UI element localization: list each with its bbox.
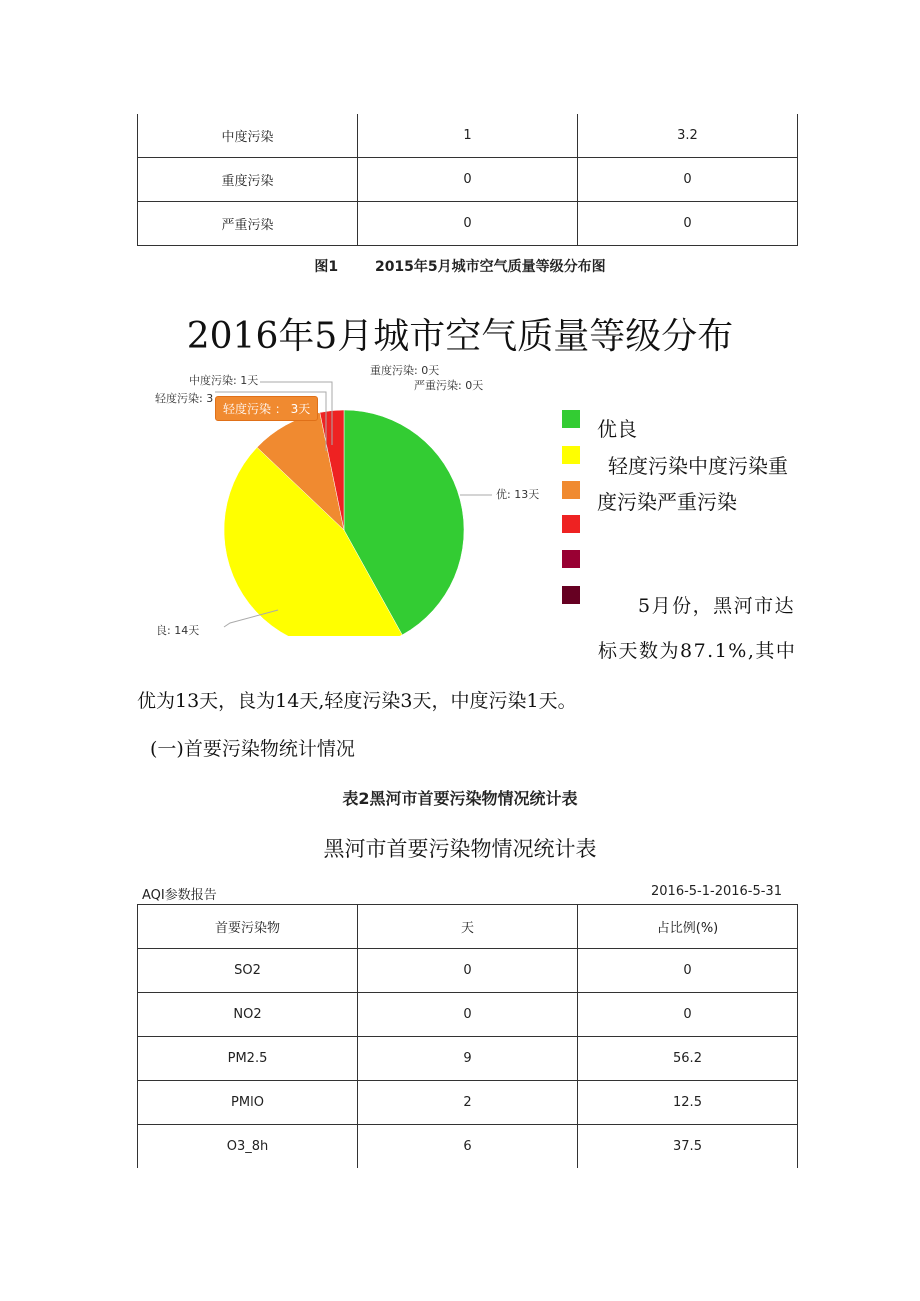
legend-swatch	[562, 410, 580, 428]
table-row	[138, 993, 798, 1037]
figure-caption	[0, 256, 920, 276]
table-cell: 0	[358, 158, 578, 202]
table-cell: 严重污染	[138, 202, 358, 246]
table-cell: 0	[578, 158, 798, 202]
paragraph-line: 5月份，黑河市达	[638, 595, 796, 617]
table-cell: 0	[578, 202, 798, 246]
column-header: 占比例(%)	[578, 905, 798, 949]
data-label-light: 轻度污染: 3	[155, 392, 213, 405]
table-row	[138, 1125, 798, 1169]
legend-text: 轻度污染中度污染重	[608, 454, 788, 478]
table-cell: 6	[358, 1125, 578, 1169]
paragraph-line: 优为13天，良为14天,轻度污染3天，中度污染1天。	[137, 690, 577, 712]
legend-text: 度污染严重污染	[597, 490, 737, 514]
paragraph-line: 标天数为87.1%,其中	[598, 640, 797, 662]
table-cell: 0	[358, 993, 578, 1037]
table-cell: NO2	[138, 993, 358, 1037]
legend-swatch	[562, 515, 580, 533]
table-cell: 重度污染	[138, 158, 358, 202]
table-cell: O3_8h	[138, 1125, 358, 1169]
table-cell: 0	[578, 949, 798, 993]
figure-caption-text: 2015年5月城市空气质量等级分布图	[374, 259, 606, 275]
chart-title: 2016年5月城市空气质量等级分布	[186, 316, 734, 357]
table-cell: SO2	[138, 949, 358, 993]
data-label-heavy: 重度污染: 0天	[370, 364, 440, 377]
legend-swatch	[562, 446, 580, 464]
pollutant-table	[137, 904, 798, 1168]
legend-swatch	[562, 481, 580, 499]
table-cell: 37.5	[578, 1125, 798, 1169]
table-cell: 2	[358, 1081, 578, 1125]
table-row	[138, 1081, 798, 1125]
figure-label: 图1	[314, 259, 339, 275]
data-label-moderate: 中度污染: 1天	[189, 374, 259, 387]
table-cell: PM2.5	[138, 1037, 358, 1081]
table-cell: 1	[358, 114, 578, 158]
data-label-severe: 严重污染: 0天	[414, 379, 484, 392]
table-row	[138, 949, 798, 993]
section-heading: (一)首要污染物统计情况	[150, 738, 355, 760]
table-caption: 表2黑河市首要污染物情况统计表	[342, 789, 578, 808]
table-cell: 0	[578, 993, 798, 1037]
report-label: AQI参数报告	[142, 888, 217, 903]
table-cell: 12.5	[578, 1081, 798, 1125]
grade-table	[137, 114, 798, 246]
table-cell: 0	[358, 949, 578, 993]
data-label-good: 良: 14天	[156, 624, 200, 637]
legend-text: 优良	[597, 417, 637, 441]
table-cell: 0	[358, 202, 578, 246]
data-label-excellent: 优: 13天	[496, 488, 540, 501]
table-title: 黑河市首要污染物情况统计表	[323, 837, 597, 861]
column-header: 首要污染物	[138, 905, 358, 949]
legend-swatch	[562, 586, 580, 604]
column-header: 天	[358, 905, 578, 949]
table-row	[138, 1037, 798, 1081]
table-row	[138, 114, 798, 158]
table-cell: PMlO	[138, 1081, 358, 1125]
date-range: 2016-5-1-2016-5-31	[651, 884, 782, 899]
table-cell: 中度污染	[138, 114, 358, 158]
table-cell: 3.2	[578, 114, 798, 158]
legend-swatch	[562, 550, 580, 568]
table-cell: 9	[358, 1037, 578, 1081]
table-row	[138, 158, 798, 202]
table-row	[138, 202, 798, 246]
tooltip: 轻度污染 ： 3天	[215, 396, 318, 421]
table-header-row	[138, 905, 798, 949]
table-cell: 56.2	[578, 1037, 798, 1081]
